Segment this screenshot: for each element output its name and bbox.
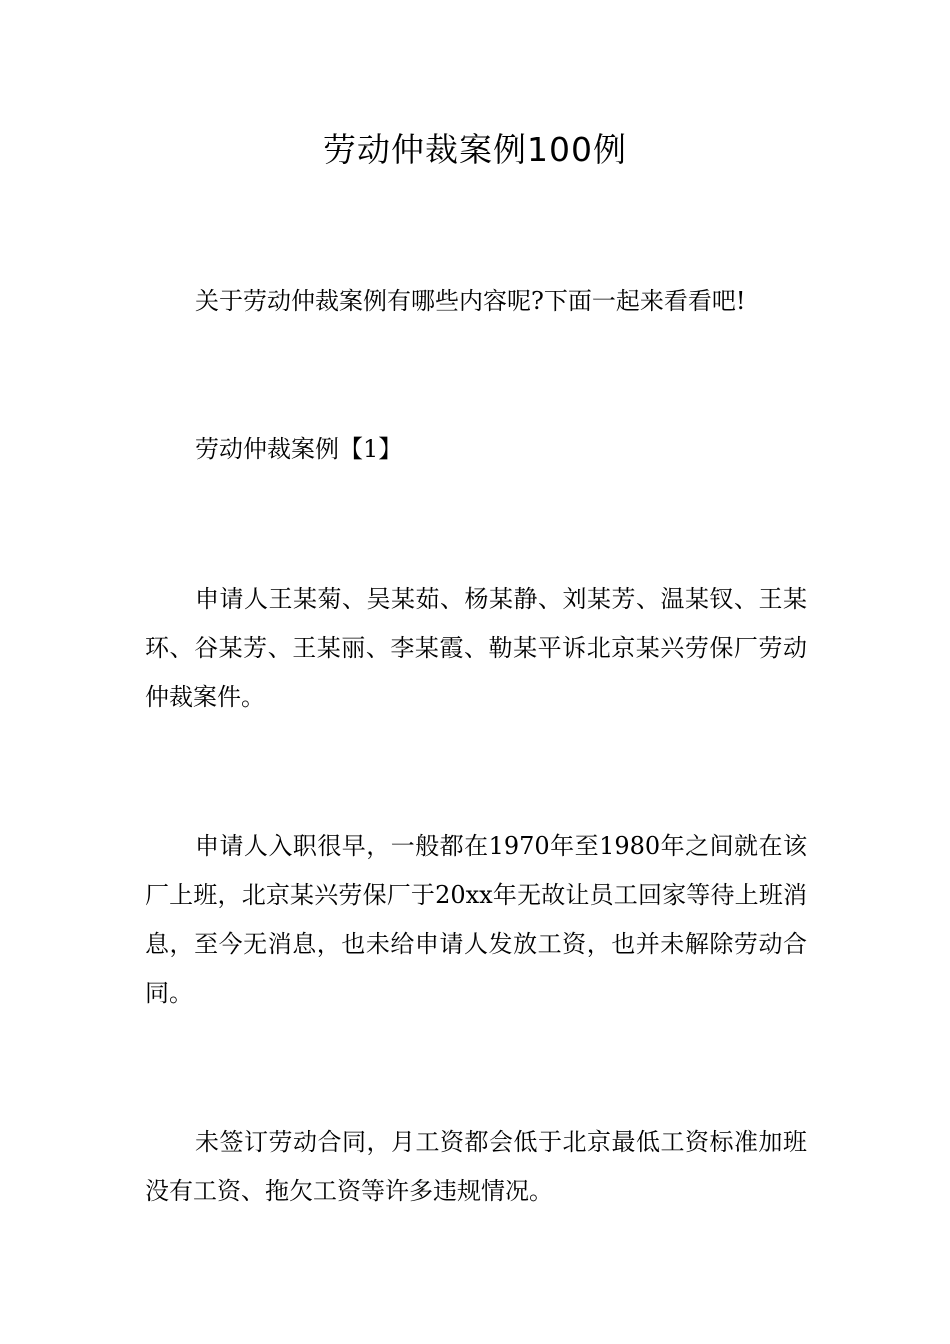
- case-paragraph-3: 未签订劳动合同，月工资都会低于北京最低工资标准加班没有工资、拖欠工资等许多违规情况。: [145, 1128, 807, 1205]
- case-paragraph-2: 申请人入职很早，一般都在1970年至1980年之间就在该厂上班，北京某兴劳保厂于20xx年无故让员工回家等待上班消息，至今无消息，也未给申请人发放工资，也并未解除劳动合同。: [145, 832, 807, 1007]
- intro-paragraph: 关于劳动仲裁案例有哪些内容呢?下面一起来看看吧!: [195, 287, 746, 315]
- case-paragraph-1: 申请人王某菊、吴某茹、杨某静、刘某芳、温某钗、王某环、谷某芳、王某丽、李某霞、勒某平诉北京某兴劳保厂劳动仲裁案件。: [145, 585, 807, 711]
- case-heading: 劳动仲裁案例【1】: [195, 435, 403, 463]
- document-title: 劳动仲裁案例100例: [323, 130, 627, 169]
